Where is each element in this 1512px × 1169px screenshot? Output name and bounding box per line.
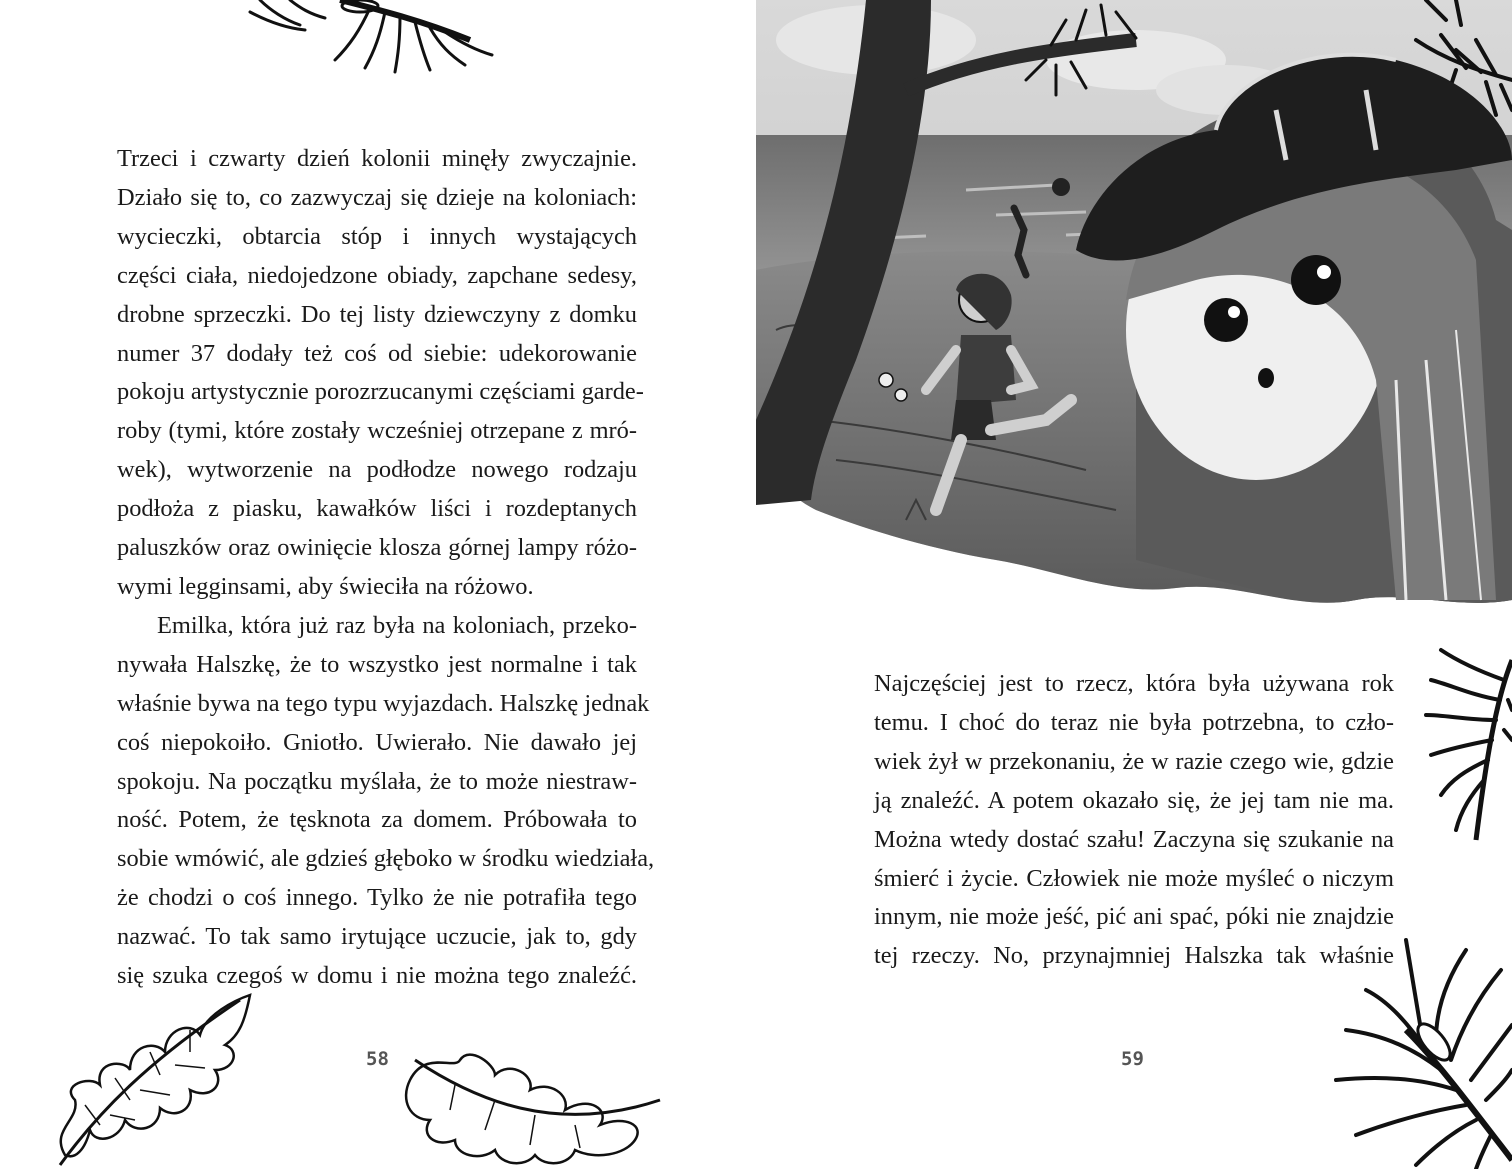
- paragraph: [117, 607, 655, 996]
- right-page: [756, 0, 1512, 1169]
- text-line: wycieczki, obtarcia stóp i innych wystających: [117, 222, 637, 250]
- pine-branch-decoration: [1416, 640, 1512, 860]
- text-line: numer 37 dodały też coś od siebie: udekorowanie: [117, 339, 637, 367]
- right-page-text: [874, 665, 1394, 976]
- text-line: spokoju. Na początku myślała, że to może niestraw-: [117, 767, 637, 795]
- text-line: nywała Halszkę, że to wszystko jest normalne i tak: [117, 650, 637, 678]
- text-line: wek), wytworzenie na podłodze nowego rodzaju: [117, 456, 637, 484]
- text-line: właśnie bywa na tego typu wyjazdach. Halszkę jednak: [117, 689, 650, 717]
- text-line: podłoża z piasku, kawałków liści i rozdeptanych: [117, 495, 637, 523]
- text-line: wiek żył w przekonaniu, że w razie czego wie, gdzie: [874, 747, 1394, 775]
- page-number: 59: [1121, 1048, 1144, 1070]
- text-line: roby (tymi, które zostały wcześniej otrzepane z mró-: [117, 417, 637, 445]
- page-number: 58: [366, 1048, 389, 1070]
- text-line: Można wtedy dostać szału! Zaczyna się szukanie na: [874, 825, 1394, 853]
- pine-branch-decoration: [230, 0, 510, 80]
- text-line: temu. I choć do teraz nie była potrzebna, to czło-: [874, 708, 1394, 736]
- text-line: wymi legginsami, aby świeciła na różowo.: [117, 572, 534, 600]
- text-line: się szuka czegoś w domu i nie można tego znaleźć.: [117, 962, 637, 990]
- text-line: że chodzi o coś innego. Tylko że nie potrafiła tego: [117, 884, 637, 912]
- pine-branch-decoration: [1326, 930, 1512, 1169]
- text-line: tej rzeczy. No, przynajmniej Halszka tak właśnie: [874, 942, 1394, 970]
- text-line: Najczęściej jest to rzecz, która była używana rok: [874, 670, 1394, 697]
- text-line: ność. Potem, że tęsknota za domem. Próbowała to: [117, 806, 637, 834]
- left-page-text: [117, 140, 655, 996]
- paragraph: [874, 665, 1394, 976]
- text-line: innym, nie może jeść, pić ani spać, póki nie znajdzie: [874, 903, 1394, 931]
- text-line: drobne sprzeczki. Do tej listy dziewczyny z domku: [117, 300, 637, 328]
- oak-leaf-decoration: [40, 990, 270, 1169]
- oak-leaf-decoration: [395, 1040, 665, 1169]
- text-line: śmierć i życie. Człowiek nie może myśleć o niczym: [874, 864, 1394, 892]
- text-line: coś niepokoiło. Gniotło. Uwierało. Nie dawało jej: [117, 728, 637, 756]
- paragraph: [117, 140, 644, 607]
- text-line: Trzeci i czwarty dzień kolonii minęły zwyczajnie.: [117, 145, 637, 172]
- text-line: pokoju artystycznie porozrzucanymi częściami garde-: [117, 378, 644, 406]
- text-line: sobie wmówić, ale gdzieś głęboko w środku wiedziała,: [117, 845, 655, 873]
- illustration: [756, 0, 1512, 640]
- text-line: Emilka, która już raz była na koloniach, przeko-: [157, 611, 637, 639]
- text-line: części ciała, niedojedzone obiady, zapchane sedesy,: [117, 261, 637, 289]
- text-line: nazwać. To tak samo irytujące uczucie, jak to, gdy: [117, 923, 637, 951]
- text-line: ją znaleźć. A potem okazało się, że jej tam nie ma.: [874, 786, 1394, 814]
- text-line: paluszków oraz owinięcie klosza górnej lampy różo-: [117, 534, 637, 562]
- text-line: Działo się to, co zazwyczaj się dzieje na koloniach:: [117, 183, 637, 211]
